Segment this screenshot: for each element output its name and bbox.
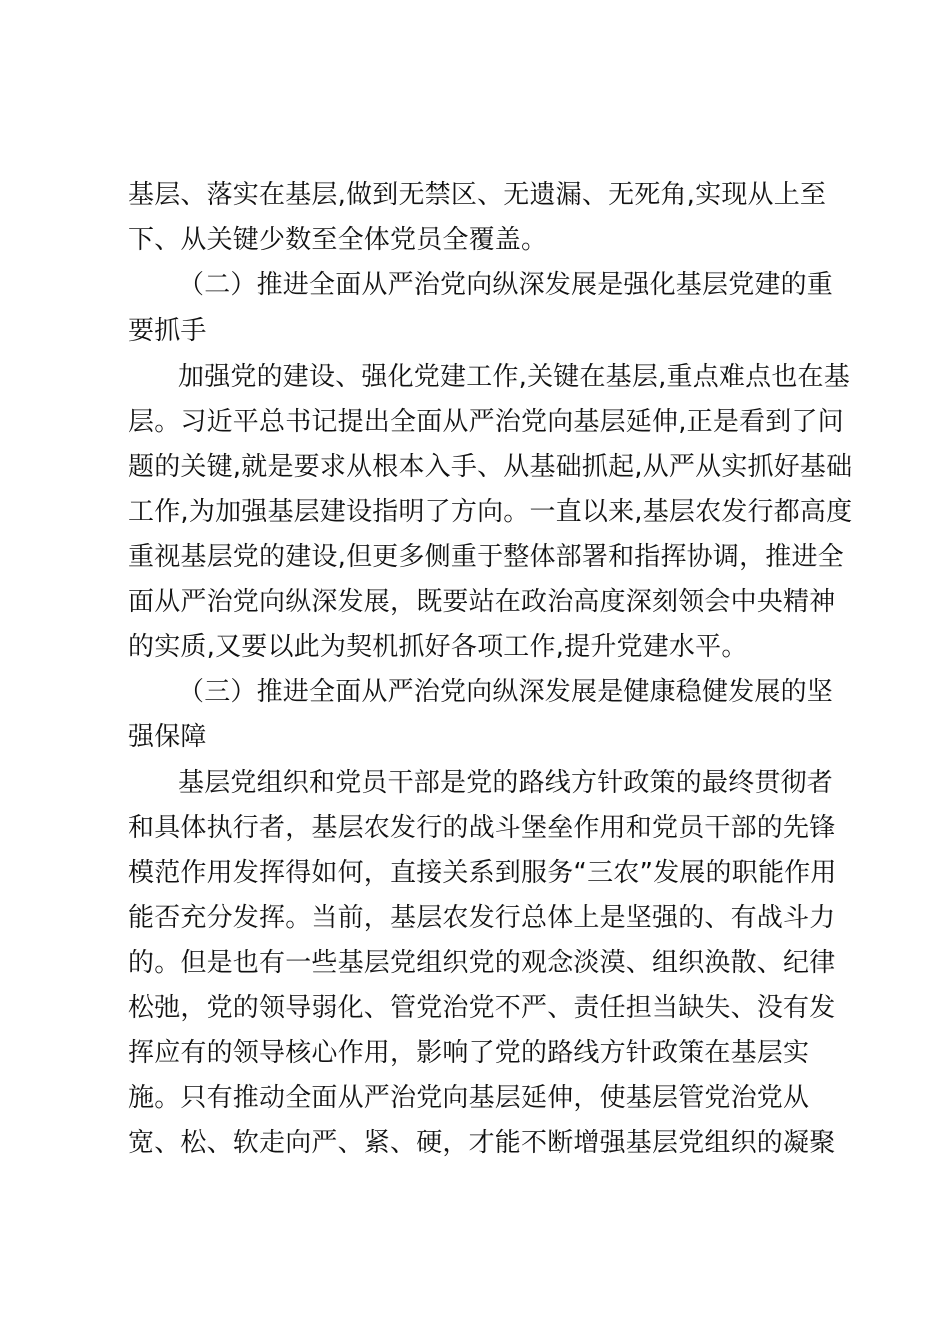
section-heading-2-continued: 要抓手 — [128, 316, 207, 346]
text-line: 松弛，党的领导弱化、管党治党不严、责任担当缺失、没有发 — [128, 993, 836, 1023]
text-line: 的。但是也有一些基层党组织党的观念淡漠、组织涣散、纪律 — [128, 948, 836, 978]
text-line: 的实质,又要以此为契机抓好各项工作,提升党建水平。 — [128, 632, 748, 662]
text-line: 基层、落实在基层,做到无禁区、无遗漏、无死角,实现从上至 — [128, 180, 827, 210]
text-line: 和具体执行者，基层农发行的战斗堡垒作用和党员干部的先锋 — [128, 813, 836, 843]
text-line: 面从严治党向纵深发展，既要站在政治高度深刻领会中央精神 — [128, 587, 836, 617]
section-heading-3-continued: 强保障 — [128, 722, 207, 752]
paragraph-start: 基层党组织和党员干部是党的路线方针政策的最终贯彻者 — [178, 768, 834, 798]
text-line: 模范作用发挥得如何，直接关系到服务“三农”发展的职能作用 — [128, 858, 837, 888]
text-line: 施。只有推动全面从严治党向基层延伸，使基层管党治党从 — [128, 1083, 810, 1113]
section-heading-3: （三）推进全面从严治党向纵深发展是健康稳健发展的坚 — [178, 677, 834, 707]
text-line: 层。习近平总书记提出全面从严治党向基层延伸,正是看到了问 — [128, 407, 844, 437]
text-line: 下、从关键少数至全体党员全覆盖。 — [128, 225, 548, 255]
paragraph-start: 加强党的建设、强化党建工作,关键在基层,重点难点也在基 — [178, 362, 850, 392]
section-heading-2: （二）推进全面从严治党向纵深发展是强化基层党建的重 — [178, 270, 834, 300]
text-line: 工作,为加强基层建设指明了方向。一直以来,基层农发行都高度 — [128, 497, 853, 527]
text-line: 宽、松、软走向严、紧、硬，才能不断增强基层党组织的凝聚 — [128, 1128, 836, 1158]
text-line: 题的关键,就是要求从根本入手、从基础抓起,从严从实抓好基础 — [128, 452, 853, 482]
text-line: 能否充分发挥。当前，基层农发行总体上是坚强的、有战斗力 — [128, 903, 836, 933]
text-line: 挥应有的领导核心作用，影响了党的路线方针政策在基层实 — [128, 1038, 810, 1068]
text-line: 重视基层党的建设,但更多侧重于整体部署和指挥协调，推进全 — [128, 542, 844, 572]
